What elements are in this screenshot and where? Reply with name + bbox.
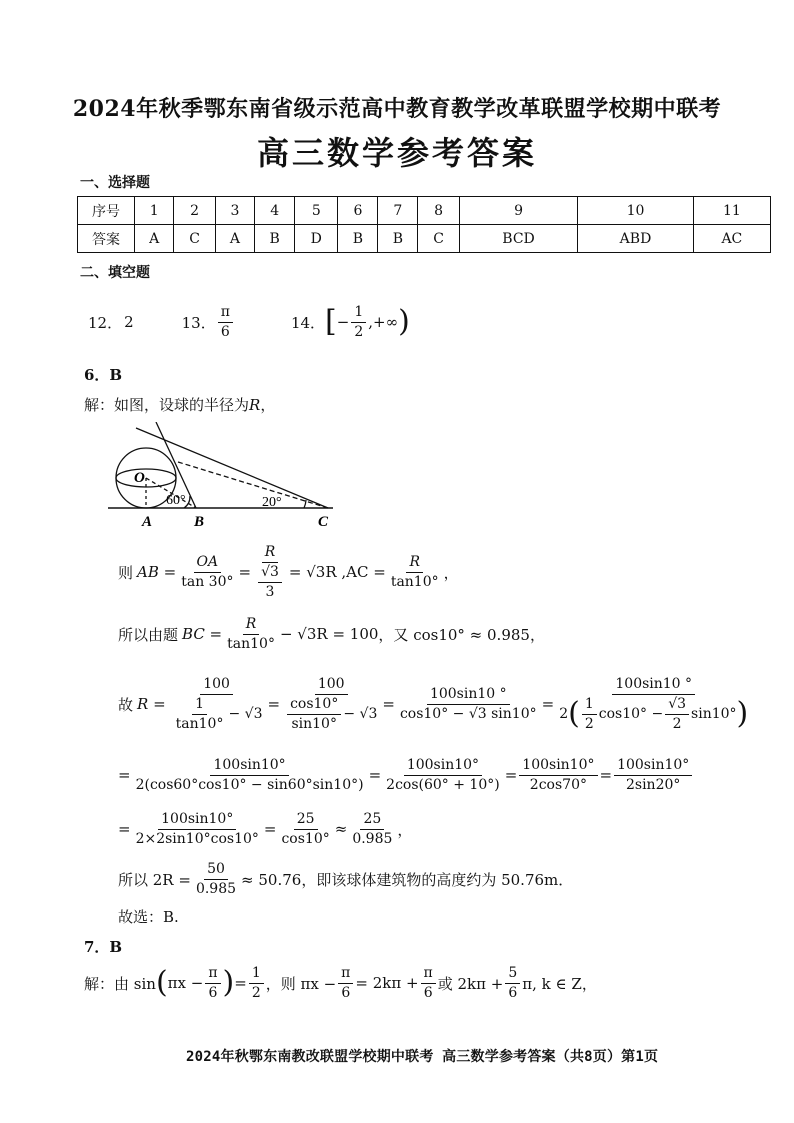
fraction-numerator: 25: [360, 810, 384, 830]
text: 故: [118, 695, 134, 714]
fraction: [614, 756, 692, 795]
radius-variable: R: [249, 396, 261, 414]
q6-intro: [84, 394, 275, 415]
q6-line2: [118, 612, 545, 656]
row-label-answer: 答案: [78, 225, 135, 253]
fraction-numerator: cos10°: [287, 695, 341, 715]
fraction-numerator: 5: [505, 964, 520, 984]
text: =: [267, 695, 281, 713]
fraction-denominator: 6: [208, 984, 218, 1001]
fraction: [258, 563, 282, 602]
fraction-denominator: 0.985: [352, 830, 393, 847]
fraction-denominator: 2: [672, 715, 682, 732]
text: = √3R ,AC =: [288, 563, 386, 581]
page-footer: 2024年秋鄂东南教改联盟学校期中联考 高三数学参考答案（共8页）第1页: [186, 1049, 659, 1065]
table-cell: ABD: [578, 225, 693, 253]
answer-key-title: 高三数学参考答案: [256, 134, 537, 172]
fraction: [556, 675, 751, 734]
text: =: [599, 766, 613, 784]
text: − √3: [228, 705, 263, 722]
right-paren-icon: ): [398, 304, 410, 339]
fraction-numerator: 100sin10°: [614, 756, 692, 776]
fraction-denominator: tan10°: [227, 635, 275, 652]
fraction-denominator: 6: [508, 984, 518, 1001]
text: 所以 2R =: [118, 870, 191, 889]
text: =: [118, 766, 131, 784]
text: cos10° −: [598, 705, 664, 722]
fraction-numerator: √3: [665, 695, 689, 715]
fraction-numerator: 1: [249, 964, 264, 984]
fraction-denominator: cos10° − √3 sin10°: [399, 705, 537, 722]
fraction-denominator: tan10°: [390, 573, 439, 590]
fraction: [349, 810, 395, 849]
text: =: [234, 974, 247, 992]
text: 2: [559, 705, 569, 722]
text: ，: [443, 563, 459, 582]
text: ≈: [334, 820, 348, 838]
label-c: C: [318, 514, 329, 530]
fraction-numerator: 100sin10 °: [427, 685, 510, 705]
fraction-numerator: 100sin10°: [404, 756, 482, 776]
text: = 2kπ +: [355, 974, 419, 992]
fill-blank-answers: [88, 300, 410, 344]
q6-heading: 6．B: [84, 366, 123, 384]
sphere-diagram: [108, 422, 348, 532]
text: 解：由 sin: [84, 974, 156, 993]
table-cell: 3: [215, 197, 254, 225]
table-cell: 9: [459, 197, 577, 225]
fraction: [224, 615, 278, 654]
table-cell: A: [215, 225, 254, 253]
fraction: [338, 964, 353, 1003]
table-cell: 10: [578, 197, 693, 225]
fraction-denominator: sin10°: [291, 715, 337, 732]
label-b: B: [194, 514, 205, 530]
table-cell: 1: [135, 197, 174, 225]
table-cell: D: [295, 225, 338, 253]
fraction-numerator: OA: [194, 553, 222, 573]
fraction-denominator: 2×2sin10°cos10°: [135, 830, 259, 847]
fraction: [582, 695, 597, 734]
fraction-denominator: [253, 563, 287, 602]
fraction-numerator: R: [243, 615, 260, 635]
table-cell: 4: [255, 197, 295, 225]
intro-end: ，: [260, 396, 276, 414]
q12-number: 12．: [88, 313, 123, 332]
fraction: [383, 756, 503, 795]
table-cell: BCD: [459, 225, 577, 253]
fraction-numerator: R: [262, 543, 279, 563]
text: ，: [397, 820, 413, 839]
fraction-numerator: 1: [192, 695, 207, 715]
fraction-denominator: tan 30°: [181, 573, 234, 590]
text: R =: [137, 695, 166, 713]
q7-line: [84, 960, 597, 1006]
section-choice-heading: 一、选择题: [80, 175, 150, 191]
label-a: A: [142, 514, 153, 530]
fraction-denominator: 2: [354, 323, 364, 340]
intro-text: 解：如图，设球的半径为: [84, 396, 250, 414]
q7-heading: 7．B: [84, 938, 123, 956]
fraction-numerator: π: [205, 964, 220, 984]
fraction-denominator: 6: [220, 323, 230, 340]
text: ，则 πx −: [265, 974, 337, 993]
fraction: [205, 964, 220, 1003]
fraction-numerator: π: [218, 303, 233, 323]
fraction-denominator: [556, 695, 751, 734]
table-cell: B: [255, 225, 295, 253]
fraction: [178, 553, 236, 592]
left-paren-icon: (: [155, 965, 168, 1000]
left-paren-icon: (: [568, 696, 580, 731]
fraction-numerator: 25: [294, 810, 318, 830]
text: 或 2kπ +: [437, 974, 504, 993]
fraction-denominator: 2: [584, 715, 594, 732]
text: =: [238, 563, 252, 581]
text: =: [541, 695, 555, 713]
fraction-numerator: 100: [200, 675, 233, 695]
fraction-numerator: 1: [351, 303, 366, 323]
fraction-denominator: 2(cos60°cos10° − sin60°sin10°): [135, 776, 364, 793]
q13-fraction: [218, 303, 233, 342]
text: =: [382, 695, 395, 713]
q12-answer: 2: [124, 313, 134, 331]
q6-line5: [118, 806, 412, 852]
table-row: [78, 197, 771, 225]
fraction-numerator: π: [338, 964, 353, 984]
table-cell: 7: [378, 197, 418, 225]
q14-minus: −: [336, 313, 350, 331]
table-row: [78, 225, 771, 253]
fraction: [282, 675, 380, 734]
table-cell: C: [174, 225, 215, 253]
table-cell: 8: [418, 197, 459, 225]
fraction: [665, 695, 689, 734]
fraction: [193, 860, 239, 899]
q14-number: 14．: [290, 313, 326, 332]
fraction-numerator: R: [406, 553, 423, 573]
fraction: [397, 685, 540, 724]
row-label-number: 序号: [78, 197, 135, 225]
table-cell: A: [135, 225, 174, 253]
text: ，又 cos10° ≈ 0.985，: [378, 625, 545, 644]
fraction-denominator: [282, 695, 380, 734]
right-paren-icon: ): [736, 696, 749, 731]
text: AB =: [137, 563, 177, 581]
fraction-numerator: 50: [204, 860, 228, 880]
fraction-numerator: 100sin10°: [519, 756, 597, 776]
exam-title: 2024年秋季鄂东南省级示范高中教育教学改革联盟学校期中联考: [72, 96, 722, 122]
fraction-denominator: [168, 695, 266, 734]
fraction: [253, 543, 287, 602]
text: sin10°: [691, 705, 737, 722]
text: − √3: [343, 705, 378, 722]
text: =: [118, 820, 131, 838]
table-cell: C: [418, 225, 459, 253]
fraction: [168, 675, 266, 734]
fraction-denominator: 3: [265, 583, 275, 600]
fraction-numerator: π: [421, 964, 436, 984]
fraction-denominator: 0.985: [195, 880, 237, 897]
q14-tail: ,+∞: [368, 313, 399, 331]
text: πx −: [167, 974, 204, 992]
text: =: [368, 766, 382, 784]
q14-fraction: [351, 303, 366, 342]
fraction: [173, 695, 227, 734]
fraction-numerator: 100sin10 °: [612, 675, 695, 695]
q6-conclusion: 故选：B.: [118, 908, 179, 926]
fraction-denominator: 2cos70°: [529, 776, 587, 793]
fraction: [133, 756, 367, 795]
fraction: [249, 964, 264, 1003]
table-cell: 2: [174, 197, 215, 225]
table-cell: B: [378, 225, 418, 253]
q6-line4: [118, 752, 694, 798]
answer-table: [77, 196, 771, 253]
fraction: [421, 964, 436, 1003]
fraction-numerator: 100sin10°: [158, 810, 236, 830]
label-angle-20: 20°: [262, 495, 282, 510]
fraction: [287, 695, 341, 734]
table-cell: AC: [693, 225, 770, 253]
fraction-denominator: 6: [341, 984, 351, 1001]
fraction: [505, 964, 520, 1003]
q6-line1: [118, 540, 459, 604]
fraction-denominator: tan10°: [175, 715, 224, 732]
fraction-denominator: 6: [423, 984, 433, 1001]
text: =: [263, 820, 277, 838]
q6-line3: [118, 668, 753, 740]
table-cell: B: [338, 225, 378, 253]
text: ≈ 50.76，即该球体建筑物的高度约为 50.76m．: [241, 870, 574, 889]
left-bracket-icon: [: [325, 304, 337, 339]
text: π, k ∈ Z，: [522, 974, 597, 993]
table-cell: 6: [338, 197, 378, 225]
fraction: [388, 553, 442, 592]
section-fill-heading: 二、填空题: [80, 265, 150, 281]
fraction-numerator: 100sin10°: [210, 756, 288, 776]
fraction-numerator: 100: [315, 675, 348, 695]
right-paren-icon: ): [222, 965, 235, 1000]
fraction: [133, 810, 262, 849]
fraction-denominator: 2: [251, 984, 261, 1001]
fraction-denominator: 2sin20°: [625, 776, 681, 793]
fraction-denominator: cos10°: [281, 830, 330, 847]
text: − √3R = 100: [279, 625, 379, 643]
fraction: [519, 756, 597, 795]
table-cell: 5: [295, 197, 338, 225]
q6-line6: [118, 856, 573, 902]
fraction-numerator: 1: [582, 695, 597, 715]
text: =: [504, 766, 518, 784]
text: 则: [118, 563, 134, 582]
fraction-numerator: √3: [258, 563, 282, 583]
table-cell: 11: [693, 197, 770, 225]
fraction: [278, 810, 332, 849]
q13-number: 13．: [181, 313, 216, 332]
text: BC =: [182, 625, 223, 643]
fraction-denominator: 2cos(60° + 10°): [386, 776, 500, 793]
text: 所以由题: [118, 625, 179, 644]
label-angle-60: 60°: [166, 493, 186, 508]
label-o: O: [134, 470, 145, 486]
